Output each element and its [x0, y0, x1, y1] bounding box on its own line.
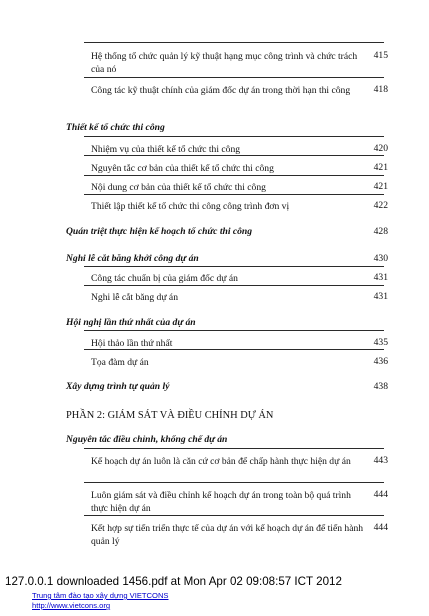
entry-divider: [84, 155, 384, 156]
toc-entry: Luôn giám sát và điều chỉnh kế hoạch dự án trong toàn bộ quá trình thực hiện dự án: [91, 490, 351, 514]
toc-entry: Tọa đàm dự án: [91, 357, 149, 368]
toc-entry: Thiết lập thiết kế tổ chức thi công công trình đơn vị: [91, 201, 290, 212]
toc-page-number: 444: [373, 522, 388, 533]
toc-page-number: 444: [373, 489, 388, 500]
toc-page-number: 421: [373, 162, 388, 173]
toc-entry: Nghi lễ cắt băng dự án: [91, 292, 178, 303]
entry-divider: [84, 285, 384, 286]
toc-entry: Hội thảo lần thứ nhất: [91, 338, 173, 349]
toc-page-number: 421: [373, 181, 388, 192]
entry-divider: [84, 136, 384, 137]
toc-entry: Kết hợp sự tiến triển thực tế của dự án với kế hoạch dự án để tiến hành quản lý: [91, 523, 364, 547]
toc-page-number: 436: [373, 356, 388, 367]
entry-divider: [84, 448, 384, 449]
toc-section-heading: Thiết kế tổ chức thi công: [66, 122, 165, 133]
toc-page-number: 415: [373, 50, 388, 61]
toc-section-heading: Quán triệt thực hiện kế hoạch tổ chức thi công: [66, 226, 253, 237]
toc-page-number: 420: [373, 143, 388, 154]
toc-section-heading: Xây dựng trình tự quản lý: [66, 381, 170, 392]
toc-page-number: 430: [373, 253, 388, 264]
toc-entry: Kế hoạch dự án luôn là căn cứ cơ bản để chấp hành thực hiện dự án: [91, 456, 351, 467]
toc-entry: Hệ thống tổ chức quản lý kỹ thuật hạng mục công trình và chức trách của nó: [91, 51, 358, 75]
toc-page-number: 435: [373, 337, 388, 348]
entry-divider: [84, 175, 384, 176]
entry-divider: [84, 349, 384, 350]
toc-entry: Công tác chuẩn bị của giám đốc dự án: [91, 273, 238, 284]
toc-page-number: 431: [373, 272, 388, 283]
toc-page-number: 422: [373, 200, 388, 211]
download-notice: 127.0.0.1 downloaded 1456.pdf at Mon Apr 02 09:08:57 ICT 2012: [5, 575, 342, 588]
toc-section-heading: Nghi lễ cắt băng khởi công dự án: [66, 253, 199, 264]
toc-section-heading: Hội nghị lần thứ nhất của dự án: [66, 317, 196, 328]
entry-divider: [84, 515, 384, 516]
entry-divider: [84, 77, 384, 78]
toc-entry: Nhiệm vụ của thiết kế tổ chức thi công: [91, 144, 241, 155]
toc-page-number: 443: [373, 455, 388, 466]
toc-part-heading: PHẦN 2: GIÁM SÁT VÀ ĐIỀU CHỈNH DỰ ÁN: [66, 410, 274, 421]
entry-divider: [84, 194, 384, 195]
vietcons-url-link[interactable]: http://www.vietcons.org: [32, 601, 111, 610]
toc-entry: Công tác kỹ thuật chính của giám đốc dự án trong thời hạn thi công: [91, 85, 351, 96]
toc-page-number: 428: [373, 226, 388, 237]
toc-page-number: 438: [373, 381, 388, 392]
entry-divider: [84, 330, 384, 331]
entry-divider: [84, 266, 384, 267]
toc-entry: Nguyên tắc cơ bản của thiết kế tổ chức thi công: [91, 163, 274, 174]
entry-divider: [84, 42, 384, 43]
toc-section-heading: Nguyên tắc điều chỉnh, khống chế dự án: [66, 434, 228, 445]
toc-page-number: 418: [373, 84, 388, 95]
toc-entry: Nội dung cơ bản của thiết kế tổ chức thi công: [91, 182, 266, 193]
entry-divider: [84, 482, 384, 483]
vietcons-center-link[interactable]: Trung tâm đào tạo xây dựng VIETCONS: [32, 591, 169, 600]
toc-page-number: 431: [373, 291, 388, 302]
